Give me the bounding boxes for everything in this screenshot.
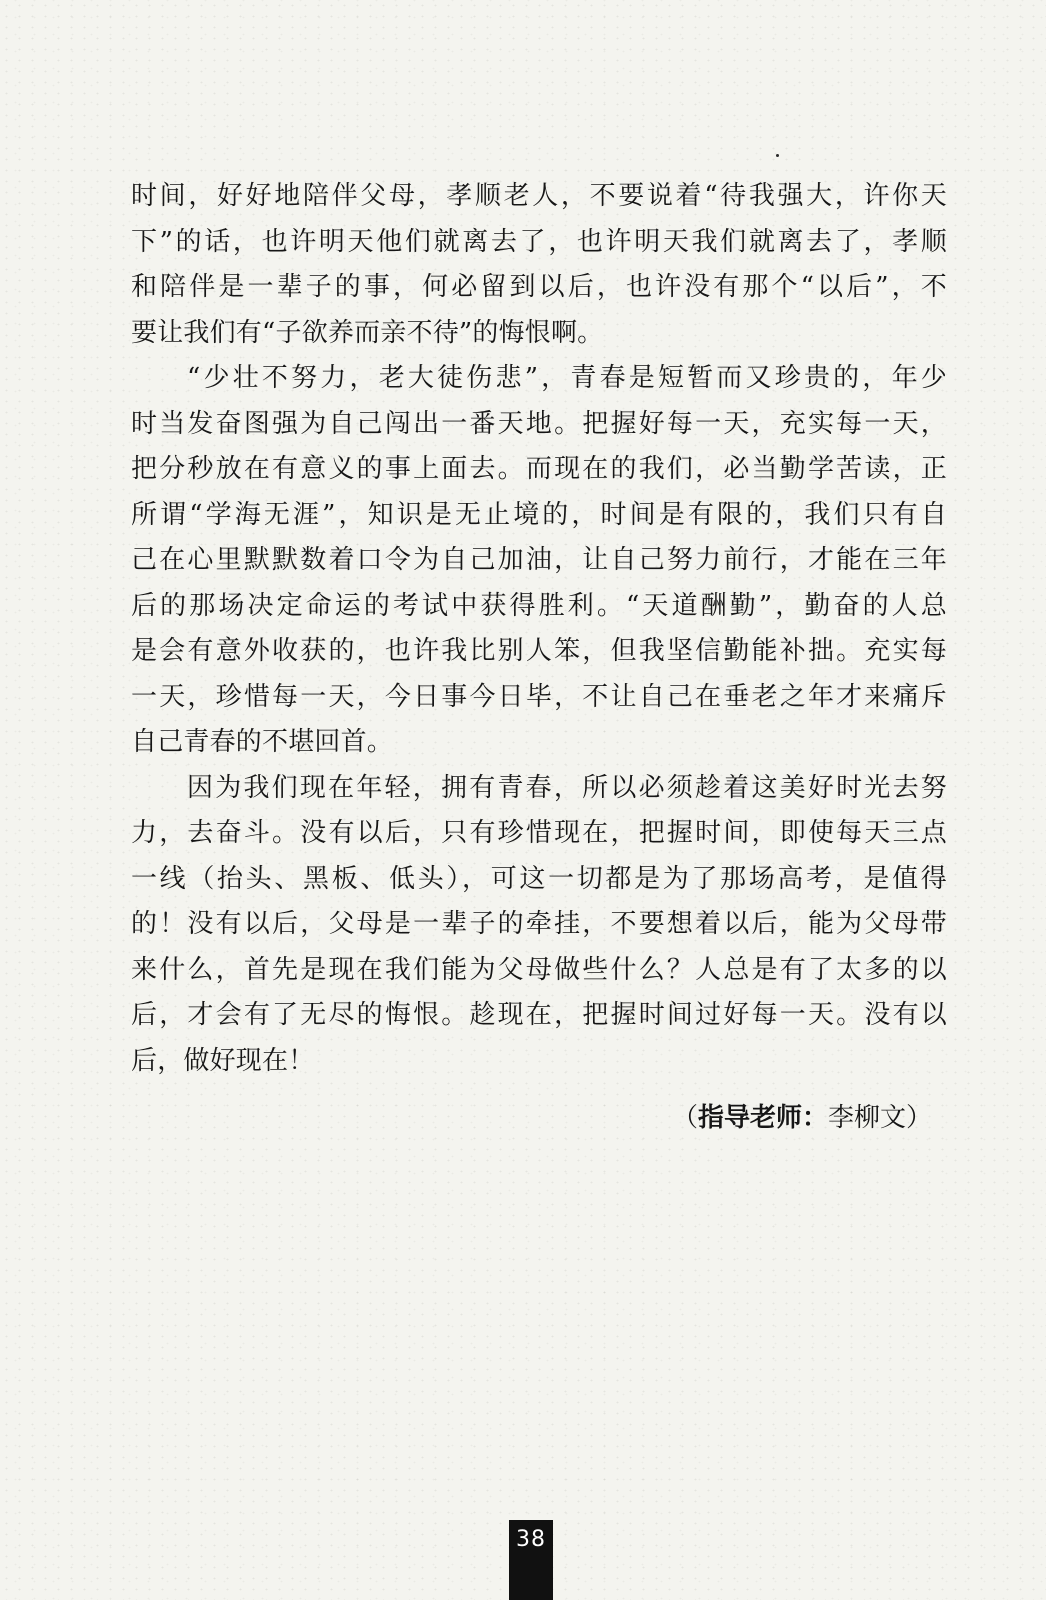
text-line: 因为我们现在年轻，拥有青春，所以必须趁着这美好时光去努 <box>187 772 947 803</box>
essay-body <box>131 174 947 1084</box>
text-line: 要让我们有“子欲养而亲不待”的悔恨啊。 <box>131 317 604 348</box>
text-line: 己在心里默默数着口令为自己加油，让自己努力前行，才能在三年 <box>131 545 947 575</box>
signature-open-paren: （ <box>671 1103 698 1133</box>
text-line: 一线（抬头、黑板、低头），可这一切都是为了那场高考，是值得 <box>131 863 947 894</box>
text-line: 后，才会有了无尽的悔恨。趁现在，把握时间过好每一天。没有以 <box>131 1000 947 1030</box>
text-line: 的！没有以后，父母是一辈子的牵挂，不要想着以后，能为父母带 <box>131 909 947 939</box>
advisor-label: 指导老师： <box>697 1103 828 1133</box>
text-line: 来什么，首先是现在我们能为父母做些什么？人总是有了太多的以 <box>131 954 947 985</box>
text-line: 后的那场决定命运的考试中获得胜利。“天道酬勤”，勤奋的人总 <box>131 590 947 621</box>
text-line: 自己青春的不堪回首。 <box>131 727 394 757</box>
text-line: 时间，好好地陪伴父母，孝顺老人，不要说着“待我强大，许你天 <box>131 181 947 211</box>
text-line: 是会有意外收获的，也许我比别人笨，但我坚信勤能补拙。充实每 <box>131 636 947 666</box>
advisor-name: 李柳文 <box>827 1103 906 1133</box>
text-line: 力，去奋斗。没有以后，只有珍惜现在，把握时间，即使每天三点 <box>131 818 947 848</box>
text-line: 时当发奋图强为自己闯出一番天地。把握好每一天，充实每一天， <box>131 408 947 439</box>
ink-speck <box>776 154 779 157</box>
text-line: 后，做好现在！ <box>131 1045 315 1076</box>
text-line: “少壮不努力，老大徒伤悲”，青春是短暂而又珍贵的，年少 <box>187 363 947 393</box>
text-line: 一天，珍惜每一天，今日事今日毕，不让自己在垂老之年才来痛斥 <box>131 681 947 712</box>
advisor-signature <box>672 1096 932 1141</box>
text-line: 下”的话，也许明天他们就离去了，也许明天我们就离去了，孝顺 <box>131 226 947 257</box>
text-line: 和陪伴是一辈子的事，何必留到以后，也许没有那个“以后”，不 <box>131 272 947 302</box>
page-number: 38 <box>509 1520 553 1600</box>
text-line: 所谓“学海无涯”，知识是无止境的，时间是有限的，我们只有自 <box>131 499 947 530</box>
text-line: 把分秒放在有意义的事上面去。而现在的我们，必当勤学苦读，正 <box>131 454 947 484</box>
signature-close-paren: ） <box>905 1103 932 1133</box>
